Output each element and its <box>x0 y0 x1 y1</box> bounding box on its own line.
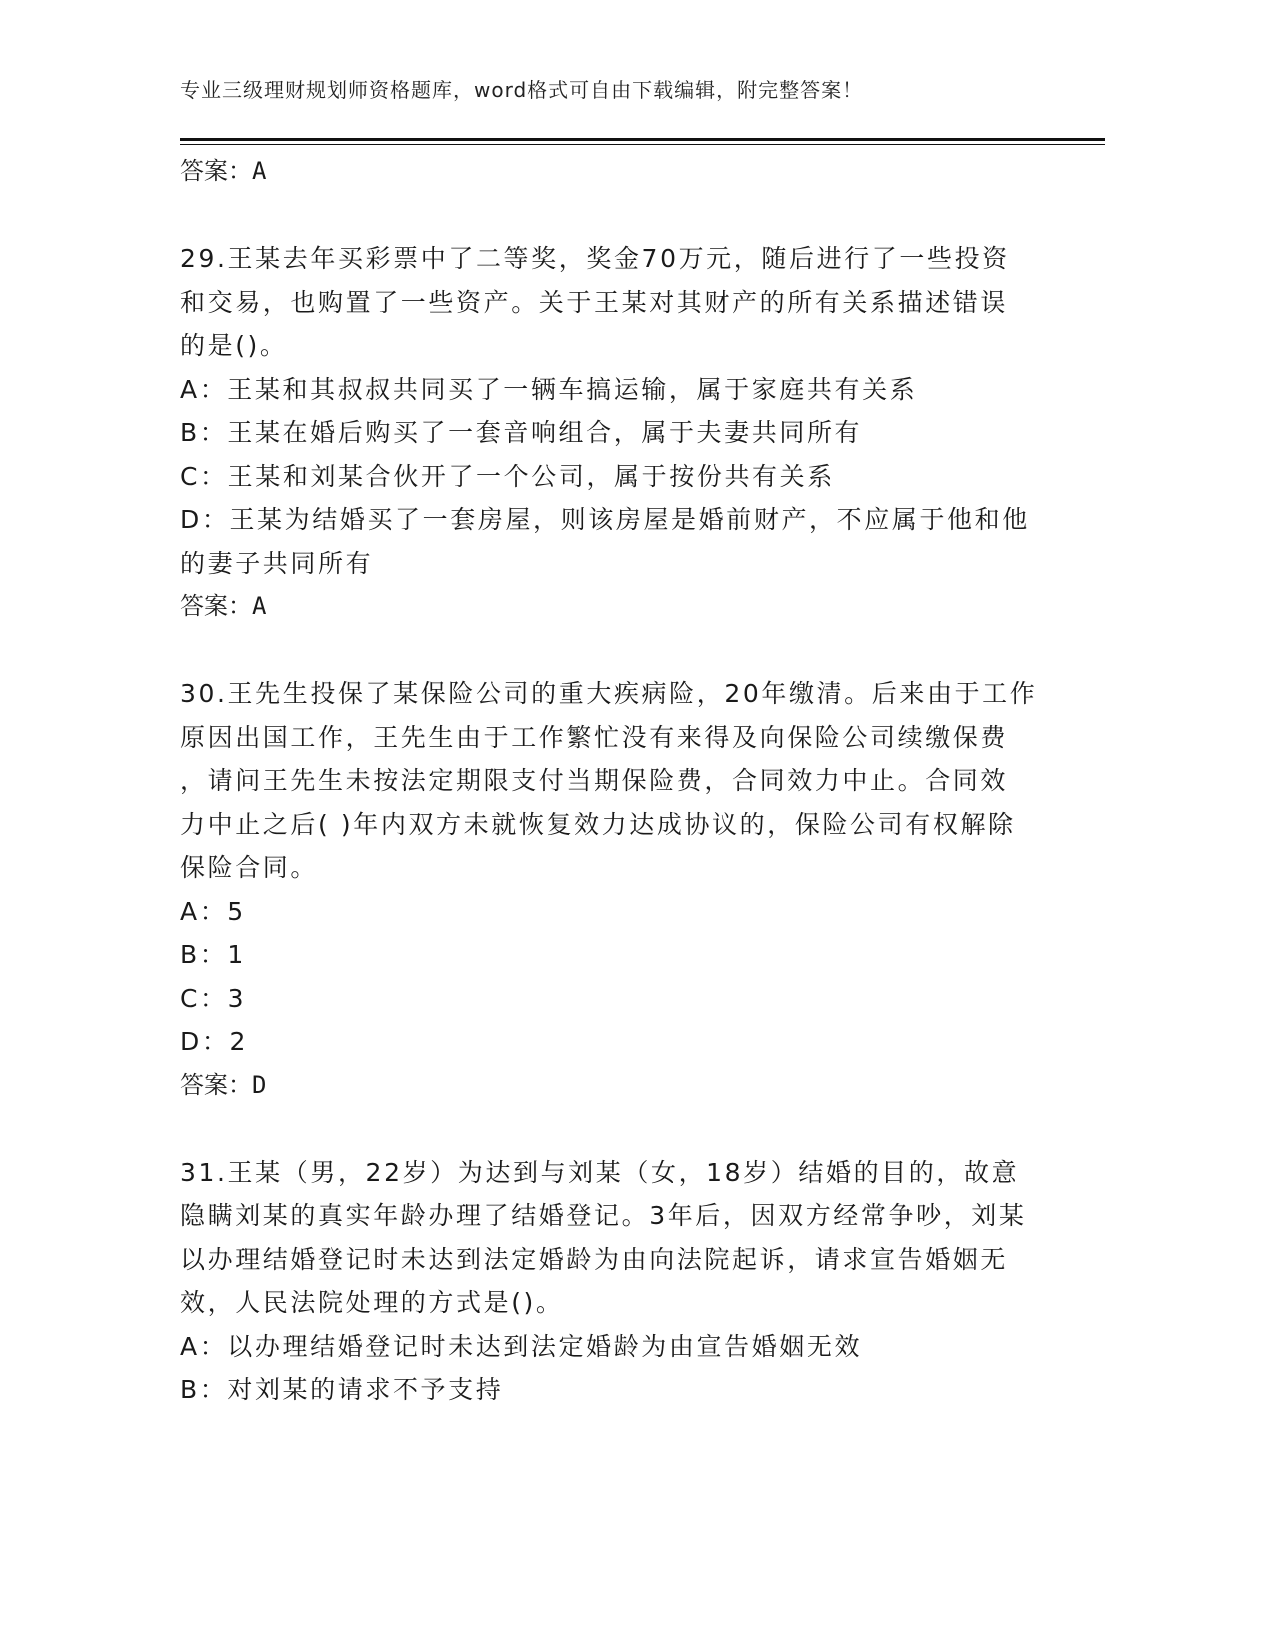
option-c: C：3 <box>180 983 247 1013</box>
question-stem-line: 力中止之后( )年内双方未就恢复效力达成协议的，保险公司有权解除 <box>180 809 1016 839</box>
header-rule-thin <box>180 144 1105 145</box>
option-a: A：5 <box>180 896 246 926</box>
question-29 <box>180 237 1040 629</box>
question-stem-line: 29.王某去年买彩票中了二等奖，奖金70万元，随后进行了一些投资 <box>180 244 1010 273</box>
option-a: A：以办理结婚登记时未达到法定婚龄为由宣告婚姻无效 <box>180 1331 863 1361</box>
option-a: A：王某和其叔叔共同买了一辆车搞运输，属于家庭共有关系 <box>180 374 918 404</box>
option-b: B：对刘某的请求不予支持 <box>180 1375 504 1404</box>
header-rule-thick <box>180 138 1105 141</box>
question-30 <box>180 672 1040 1107</box>
question-stem-line: 原因出国工作，王先生由于工作繁忙没有来得及向保险公司续缴保费 <box>180 722 1009 752</box>
question-stem-line: 31.王某（男，22岁）为达到与刘某（女，18岁）结婚的目的，故意 <box>180 1157 1020 1187</box>
page-header: 专业三级理财规划师资格题库，word格式可自由下载编辑，附完整答案！ <box>180 78 864 102</box>
answer: 答案：A <box>180 592 267 620</box>
question-stem-line: 的是()。 <box>180 331 288 360</box>
option-d: D：王某为结婚买了一套房屋，则该房屋是婚前财产，不应属于他和他 <box>180 505 1030 534</box>
option-d-continued: 的妻子共同所有 <box>180 548 374 578</box>
option-d: D：2 <box>180 1027 248 1056</box>
question-stem-line: 保险合同。 <box>180 853 319 882</box>
question-stem-line: 30.王先生投保了某保险公司的重大疾病险，20年缴清。后来由于工作 <box>180 679 1038 708</box>
option-b: B：1 <box>180 940 246 969</box>
option-c: C：王某和刘某合伙开了一个公司，属于按份共有关系 <box>180 461 835 491</box>
question-stem-line: 效，人民法院处理的方式是()。 <box>180 1288 564 1317</box>
option-b: B：王某在婚后购买了一套音响组合，属于夫妻共同所有 <box>180 418 863 447</box>
question-stem-line: 和交易，也购置了一些资产。关于王某对其财产的所有关系描述错误 <box>180 287 1009 317</box>
question-stem-line: ，请问王先生未按法定期限支付当期保险费，合同效力中止。合同效 <box>180 766 1009 795</box>
document-body <box>180 150 1040 1412</box>
answer: 答案：D <box>180 1070 267 1099</box>
question-stem-line: 以办理结婚登记时未达到法定婚龄为由向法院起诉，请求宣告婚姻无 <box>180 1244 1009 1274</box>
previous-answer: 答案：A <box>180 157 267 185</box>
question-31 <box>180 1151 1040 1412</box>
question-stem-line: 隐瞒刘某的真实年龄办理了结婚登记。3年后，因双方经常争吵，刘某 <box>180 1201 1027 1230</box>
